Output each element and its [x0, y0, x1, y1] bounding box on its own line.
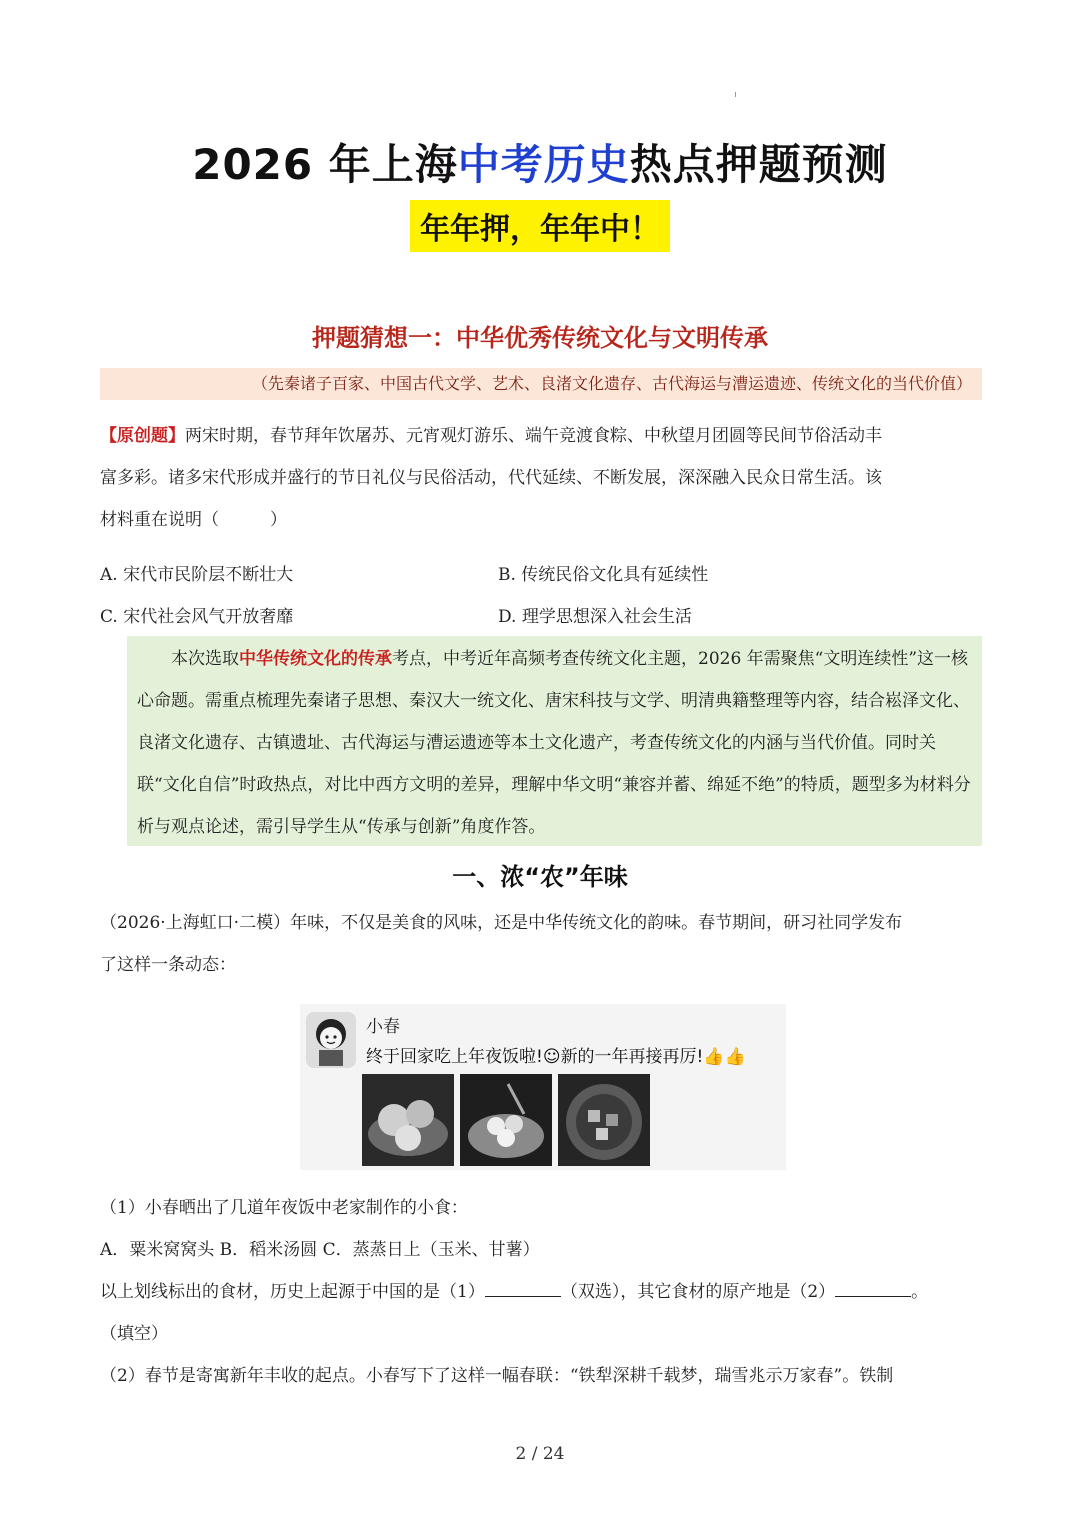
- question1-line: 两宋时期，春节拜年饮屠苏、元宵观灯游乐、端午竞渡食粽、中秋望月团圆等民间节俗活动丰: [185, 426, 882, 446]
- title-highlight: 中考历史: [457, 140, 630, 189]
- task-text: （双选），其它食材的原产地是（2）: [560, 1282, 836, 1302]
- post-text-a: 终于回家吃上年夜饭啦!: [366, 1047, 543, 1067]
- question1-line: 材料重在说明（ ）: [100, 510, 287, 530]
- task-text: 。: [911, 1282, 929, 1302]
- scan-mark: [735, 92, 736, 97]
- title-suffix: 热点押题预测: [629, 140, 888, 189]
- post-message: [366, 1042, 746, 1067]
- part1-title: 一、浓“农”年味: [452, 863, 628, 891]
- food-photo-1: [362, 1074, 454, 1166]
- slogan-banner: [0, 200, 1080, 252]
- title-prefix: 2026 年上海: [192, 140, 458, 189]
- social-post-image: [300, 1004, 786, 1170]
- original-tag: 【原创题】: [100, 426, 185, 446]
- subquestion-1-items: A．粟米窝窝头 B．稻米汤圆 C．蒸蒸日上（玉米、甘薯）: [100, 1240, 540, 1260]
- slogan-text: 年年押，年年中！: [410, 200, 670, 252]
- option-d: D. 理学思想深入社会生活: [498, 607, 692, 627]
- task-text: 以上划线标出的食材，历史上起源于中国的是（1）: [100, 1282, 485, 1302]
- note-highlight: 中华传统文化的传承: [239, 649, 392, 669]
- food-photo-3: [558, 1074, 650, 1166]
- page-number: 2 / 24: [515, 1444, 565, 1464]
- intro-line: （2026·上海虹口·二模）年味，不仅是美食的风味，还是中华传统文化的韵味。春节期间，研习社同学发布: [100, 913, 903, 933]
- subquestion-1-task: [100, 1271, 982, 1313]
- topic-range-box: （先秦诸子百家、中国古代文学、艺术、良渚文化遗存、古代海运与漕运遗迹、传统文化的当代价值）: [100, 368, 982, 400]
- option-c: C. 宋代社会风气开放奢靡: [100, 607, 294, 627]
- page-title: [0, 132, 1080, 192]
- part1-intro: [100, 902, 982, 986]
- subquestion-block: [100, 1187, 982, 1397]
- section-title: 押题猜想一：中华优秀传统文化与文明传承: [312, 324, 768, 352]
- thumbs-up-icon: 👍👍: [703, 1047, 746, 1067]
- analysis-note-box: [127, 636, 982, 846]
- option-b: B. 传统民俗文化具有延续性: [498, 565, 709, 585]
- question1-line: 富多彩。诸多宋代形成并盛行的节日礼仪与民俗活动，代代延续、不断发展，深深融入民众日常生活。该: [100, 468, 882, 488]
- answer-blank-1[interactable]: [485, 1296, 561, 1297]
- food-photo-2: [460, 1074, 552, 1166]
- answer-blank-2[interactable]: [835, 1296, 911, 1297]
- avatar: [306, 1012, 356, 1068]
- note-text: 考点，中考近年高频考查传统文化主题，2026 年需聚焦“文明连续性”这一核心命题。需重点梳理先秦诸子思想、秦汉大一统文化、唐宋科技与文学、明清典籍整理等内容，结合崧泽文化、良渚文化遗存、古镇遗址、古代海运与漕运遗迹等本土文化遗产，考查传统文化的内涵与当代价值。同时关联“文化自信”时政热点，对比中西方文明的差异，理解中华文明“兼容并蓄、绵延不绝”的特质，题型多为材料分析与观点论述，需引导学生从“传承与创新”角度作答。: [137, 649, 971, 837]
- intro-line: 了这样一条动态：: [100, 955, 236, 975]
- option-a: A. 宋代市民阶层不断壮大: [100, 565, 294, 585]
- fill-hint: （填空）: [100, 1324, 168, 1344]
- post-username: 小春: [366, 1017, 400, 1037]
- question1-stem: [100, 415, 982, 541]
- smiley-icon: ☺: [542, 1047, 561, 1067]
- post-text-b: 新的一年再接再厉!: [560, 1047, 704, 1067]
- subquestion-1: （1）小春晒出了几道年夜饭中老家制作的小食：: [100, 1198, 468, 1218]
- note-text: 本次选取: [171, 649, 239, 669]
- subquestion-2: （2）春节是寄寓新年丰收的起点。小春写下了这样一幅春联：“铁犁深耕千载梦，瑞雪兆示万家春”。铁制: [100, 1366, 894, 1386]
